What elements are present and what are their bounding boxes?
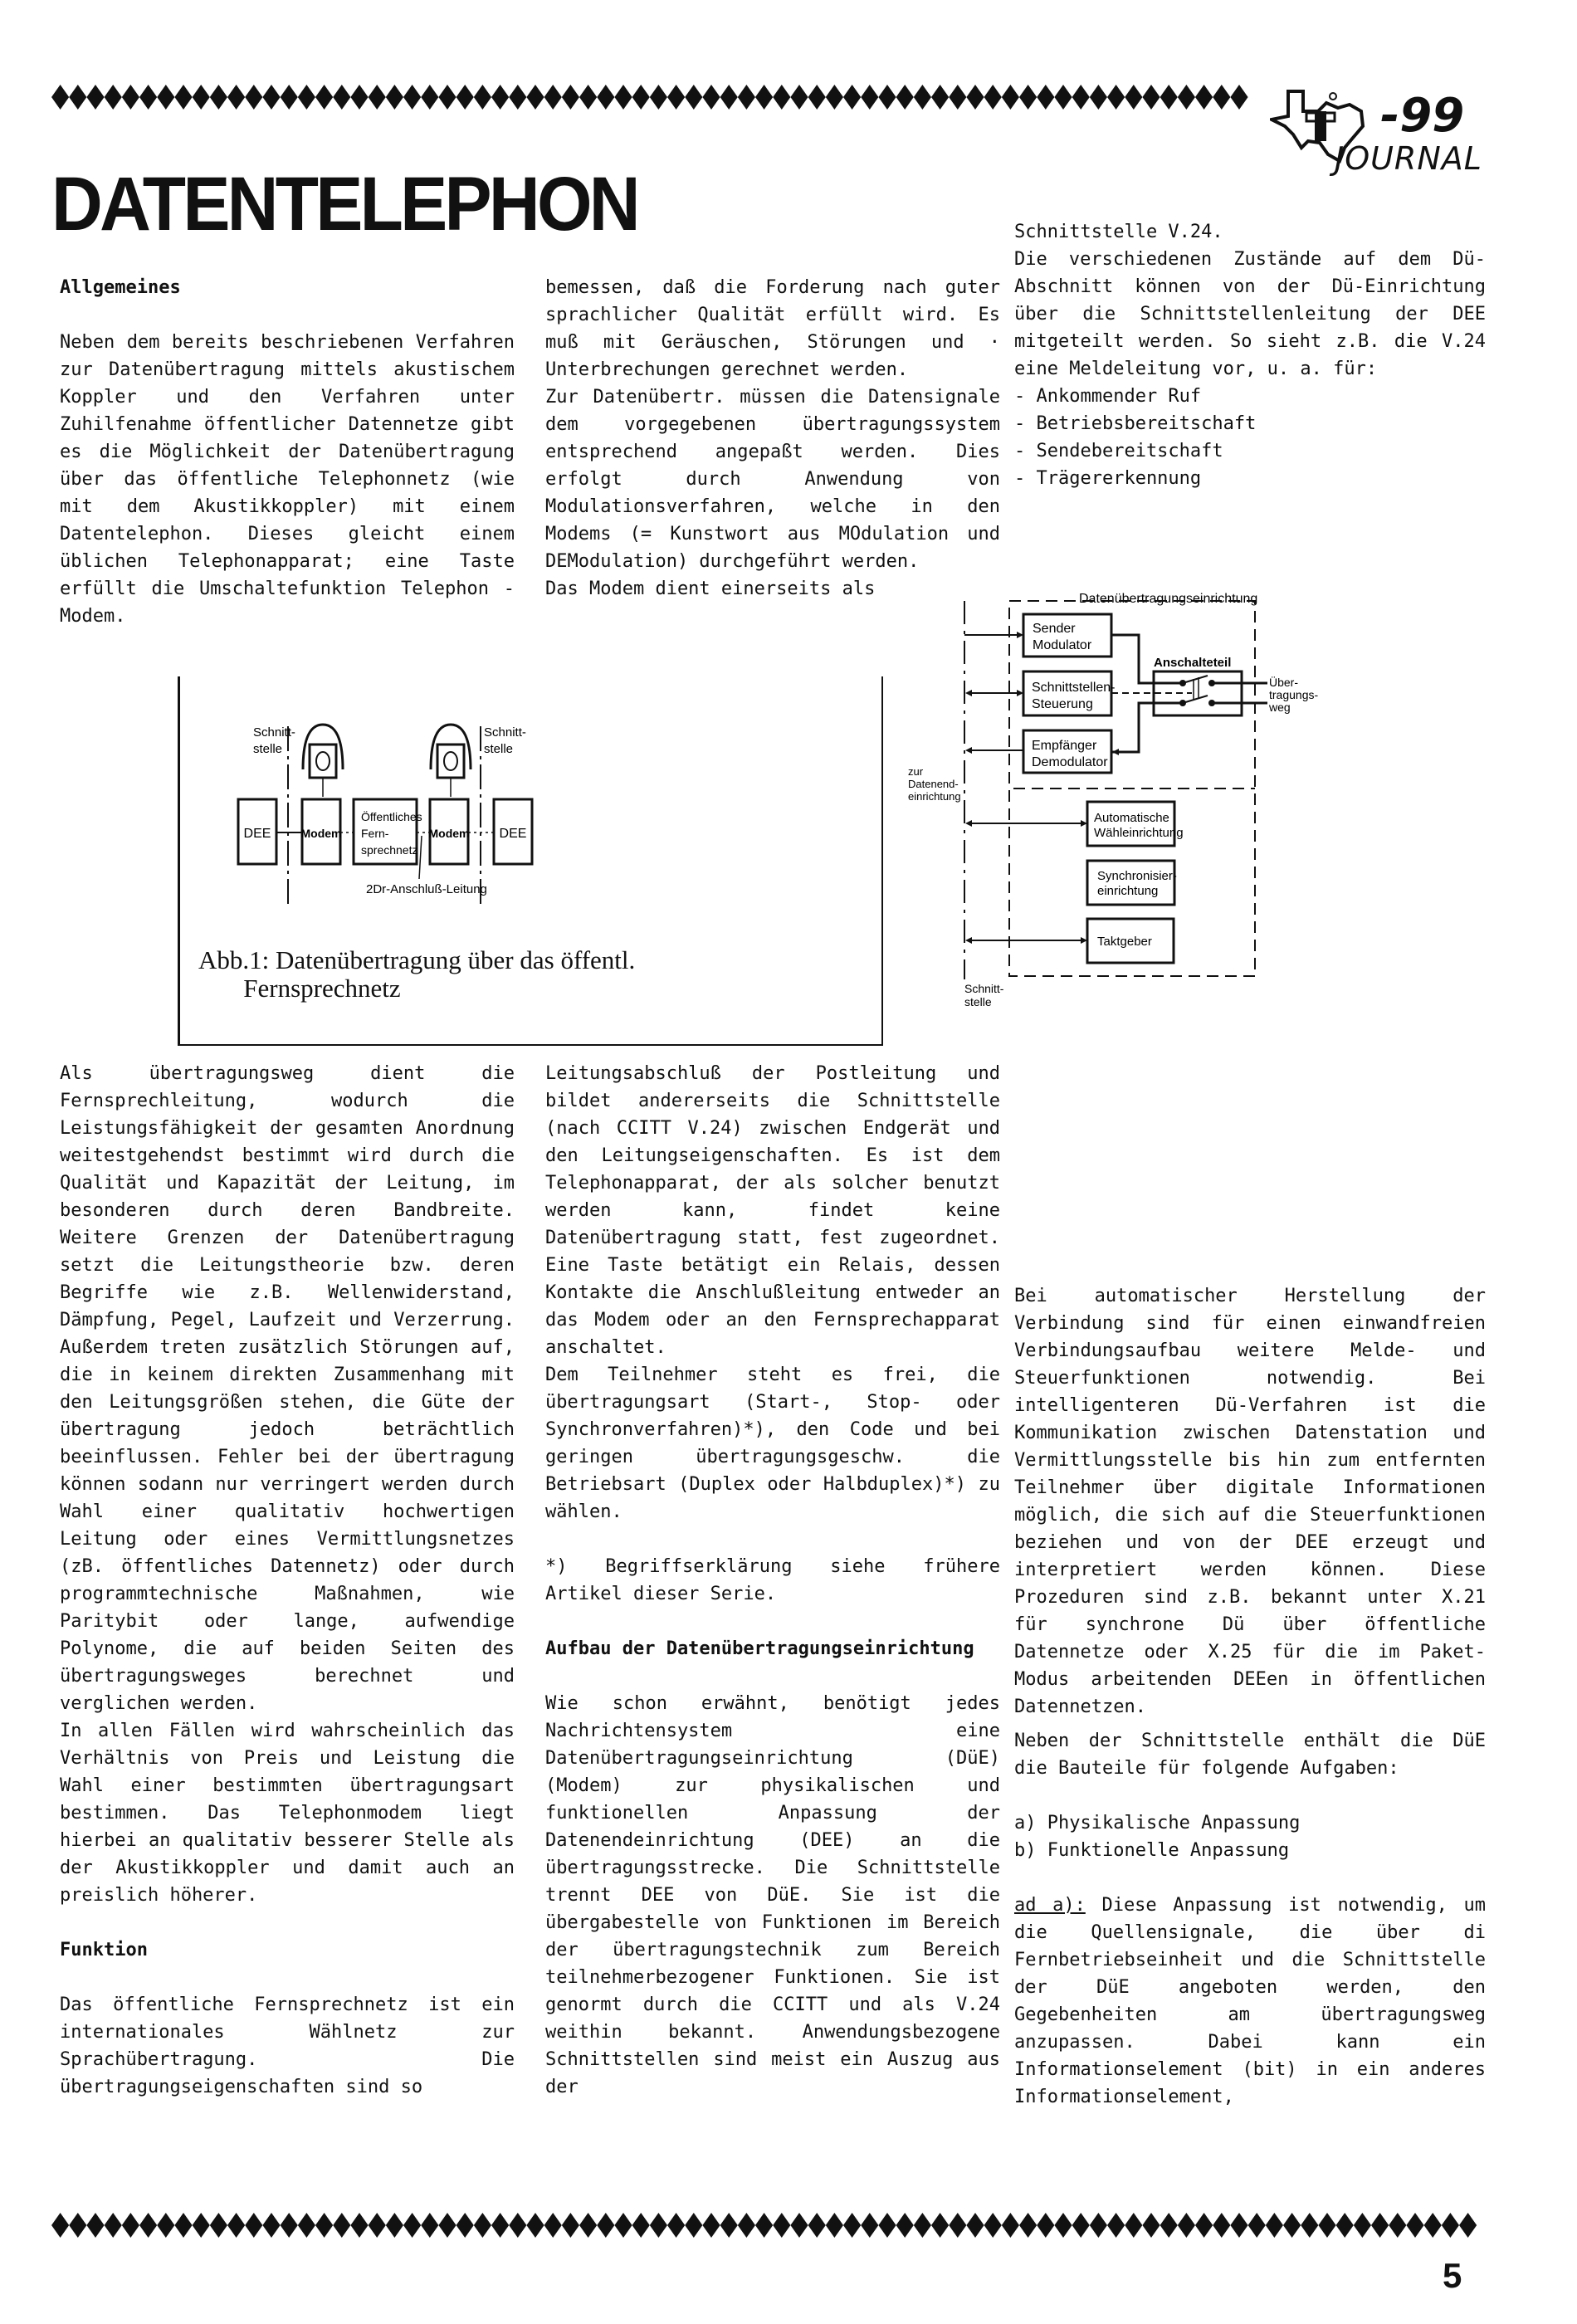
paragraph: Neben dem bereits beschriebenen Verfahren zur Datenübertragung mittels akustischem Koppler und den Verfahren unter Zuhilfenahme öffentlicher Datennetze gibt es die Möglichkeit der Datenübertragung über das öffentliche Telephonnetz (wie mit dem Akustikkoppler) mit einem Datentelephon. Dieses gleicht einem üblichen Telephonapparat; eine Taste erfüllt die Umschaltefunktion Telephon - Modem. (60, 332, 515, 627)
list-item: - Trägererkennung (1014, 468, 1202, 489)
sender-label-1: Sender (1033, 622, 1076, 636)
ad-a-label: ad a): (1014, 1895, 1086, 1916)
list-item: - Ankommender Ruf (1014, 386, 1202, 407)
paragraph: Leitungsabschluß der Postleitung und bildet andererseits die Schnittstelle (nach CCITT V.24) zwischen Endgerät und den Leitungseigenschaften. Es ist dem Telephonapparat, der als solcher benutzt werden kann, findet keine Datenübertragung statt, fest zugeordnet. Eine Taste betätigt ein Relais, dessen Kontakte die Anschlußleitung entweder an das Modem oder an den Fernsprechapparat anschaltet. (545, 1063, 1000, 1358)
page-title: DATENTELEPHON (51, 162, 637, 247)
column-1-bottom (60, 1060, 515, 2101)
waehl-label-1: Automatische (1094, 811, 1169, 825)
sync-label-2: einrichtung (1097, 884, 1159, 898)
paragraph: Dem Teilnehmer steht es frei, die übertragungsart (Start-, Stop- oder Synchronverfahren)*), den Code und bei geringen übertragungsgeschw. die Betriebsart (Duplex oder Halbduplex)*) zu wählen. (545, 1365, 1000, 1522)
network-label-1: Öffentliches (361, 810, 422, 823)
network-label-3: sprechnetz (361, 843, 418, 857)
steuerung-label-1: Schnittstellen- (1032, 681, 1116, 695)
telephone-icon-right (431, 725, 471, 797)
paragraph: In allen Fällen wird wahrscheinlich das Verhältnis von Preis und Leistung die Wahl einer bestimmten übertragungsart bestimmen. Das Telephonmodem liegt hierbei an qualitativ besserer Stelle als der Akustikkoppler und damit auch an preislich höherer. (60, 1721, 515, 1906)
zur-dee-label-3: einrichtung (908, 790, 961, 803)
zigzag-diamonds (51, 2213, 1477, 2238)
section-heading-allgemeines: Allgemeines (60, 277, 181, 298)
column-3-bottom (1014, 1282, 1486, 2111)
label-schnittstelle-left-1: Schnitt- (253, 725, 295, 740)
zur-dee-label-2: Datenend- (908, 778, 959, 790)
empfaenger-label-2: Demodulator (1032, 755, 1108, 769)
column-2-bottom (545, 1060, 1000, 2101)
list-item: - Betriebsbereitschaft (1014, 413, 1257, 434)
steuerung-label-2: Steuerung (1032, 697, 1093, 711)
empfaenger-label-1: Empfänger (1032, 739, 1097, 753)
section-heading-funktion: Funktion (60, 1940, 148, 1960)
caption-line-1: Abb.1: Datenübertragung über das öffentl. (198, 945, 636, 974)
paragraph: Schnittstelle V.24. (1014, 222, 1223, 242)
label-schnittstelle-right-1: Schnitt- (484, 725, 526, 740)
column-2-top (545, 274, 1000, 603)
label-schnittstelle-left-2: stelle (253, 742, 283, 756)
column-1-top (60, 274, 515, 630)
dee-label-right: DEE (499, 827, 527, 841)
logo-number: -99 (1380, 89, 1465, 143)
figure-1-caption (198, 946, 635, 1003)
anschalteteil-label: Anschalteteil (1154, 656, 1232, 670)
figure-1 (178, 676, 883, 1046)
schnittstelle-label-1: Schnitt- (964, 982, 1004, 995)
line-label: 2Dr-Anschluß-Leitung (366, 882, 487, 896)
caption-line-2: Fernsprechnetz (198, 974, 401, 1003)
list-item: - Sendebereitschaft (1014, 441, 1223, 461)
section-heading-aufbau: Aufbau der Datenübertragungseinrichtung (545, 1638, 974, 1659)
task-list (1014, 1809, 1486, 1864)
paragraph: Neben der Schnittstelle enthält die DüE die Bauteile für folgende Aufgaben: (1014, 1731, 1486, 1779)
paragraph (1014, 1892, 1486, 2111)
column-3-top (1014, 218, 1486, 492)
uebertragungsweg-label-3: weg (1269, 701, 1291, 714)
paragraph: Bei automatischer Herstellung der Verbindung sind für einen einwandfreien Verbindungsaufbau weitere Melde- und Steuerfunktionen notwendig. Bei intelligenteren Dü-Verfahren ist die Kommunikation zwischen Datenstation und Vermittlungsstelle bis hin zum entfernten Teilnehmer über digitale Informationen möglich, die sich auf die Steuerfunktionen beziehen und von der DEE erzeugt und interpretiert werden können. Diese Prozeduren sind z.B. bekannt unter X.21 für synchrone Dü über öffentliche Datennetze oder X.25 für die im Paket-Modus arbeitenden DEEen in öffentlichen Datennetzen. (1014, 1286, 1486, 1717)
dee-label-left: DEE (243, 827, 271, 841)
sync-label-1: Synchronisier- (1097, 869, 1177, 883)
paragraph: Das öffentliche Fernsprechnetz ist ein internationales Wählnetz zur Sprachübertragung. Die übertragungseigenschaften sind so (60, 1994, 515, 2097)
signal-list (1014, 383, 1486, 492)
modem-label-left: Modem (300, 827, 342, 840)
paragraph: bemessen, daß die Forderung nach guter sprachlicher Qualität erfüllt wird. Es muß mit Geräuschen, Störungen und · Unterbrechungen gerechnet werden. (545, 277, 1000, 380)
paragraph: Zur Datenübertr. müssen die Datensignale dem vorgegebenen übertragungssystem entsprechend angepaßt werden. Dies erfolgt durch Anwendung von Modulationsverfahren, welche in den Modems (= Kunstwort aus MOdulation und DEModulation) durchgeführt werden. (545, 387, 1000, 572)
paragraph: Als übertragungsweg dient die Fernsprechleitung, wodurch die Leistungsfähigkeit der gesamten Anordnung weitestgehendst bestimmt wird durch die Qualität und Kapazität der Leitung, im besonderen durch deren Bandbreite. Weitere Grenzen der Datenübertragung setzt die Leitungstheorie bzw. deren Begriffe wie z.B. Wellenwiderstand, Dämpfung, Pegel, Laufzeit und Verzerrung. Außerdem treten zusätzlich Störungen auf, die in keinem direkten Zusammenhang mit den Leitungsgrößen stehen, die Güte der übertragung jedoch beträchtlich beeinflussen. Fehler bei der übertragung können sodann nur verringert werden durch Wahl einer qualitativ hochwertigen Leitung oder eines Vermittlungsnetzes (zB. öffentliches Datennetz) oder durch programmtechnische Maßnahmen, wie Paritybit oder lange, aufwendige Polynome, die auf beiden Seiten des übertragungsweges berechnet und verglichen werden. (60, 1063, 515, 1714)
list-item: b) Funktionelle Anpassung (1014, 1840, 1290, 1861)
paragraph: Das Modem dient einerseits als (545, 579, 876, 599)
paragraph: Die verschiedenen Zustände auf dem Dü-Abschnitt können von der Dü-Einrichtung über die Schnittstellenleitung der DEE mitgeteilt werden. So sieht z.B. die V.24 eine Meldeleitung vor, u. a. für: (1014, 249, 1486, 379)
footnote: *) Begriffserklärung siehe frühere Artikel dieser Serie. (545, 1556, 1000, 1604)
network-label-2: Fern- (361, 827, 389, 840)
bottom-zigzag-border (51, 2211, 1484, 2239)
top-zigzag-border (51, 83, 1263, 111)
schnittstelle-label-2: stelle (964, 995, 992, 1008)
zigzag-diamonds (51, 85, 1248, 110)
zur-dee-label-1: zur (908, 765, 924, 778)
due-title: Datenübertragungseinrichtung (1079, 592, 1258, 606)
label-schnittstelle-right-2: stelle (484, 742, 514, 756)
paragraph-text: Diese Anpassung ist notwendig, um die Quellensignale, die über di Fernbetriebseinheit und die Schnittstelle der DüE angeboten werden, den Gegebenheiten am übertragungsweg anzupassen. Dabei kann ein Informationselement (bit) in ein anderes Informationselement, (1014, 1895, 1486, 2107)
logo-word: JOURNAL (1335, 140, 1482, 177)
uebertragungsweg-label-1: Über- (1269, 676, 1299, 689)
modem-label-right: Modem (428, 827, 470, 840)
list-item: a) Physikalische Anpassung (1014, 1813, 1301, 1833)
takt-label: Taktgeber (1097, 935, 1152, 949)
waehl-label-2: Wähleinrichtung (1094, 826, 1184, 840)
paragraph: Wie schon erwähnt, benötigt jedes Nachrichtensystem eine Datenübertragungseinrichtung (DüE) (Modem) zur physikalischen und funktionellen Anpassung der Datenendeinrichtung (DEE) an die übertragungsstrecke. Die Schnittstelle trennt DEE von DüE. Sie ist die übergabestelle von Funktionen im Bereich der übertragungstechnik zum Bereich teilnehmerbezogener Funktionen. Sie ist genormt durch die CCITT und als V.24 weithin bekannt. Anwendungsbezogene Schnittstellen sind meist ein Auszug aus der (545, 1693, 1000, 2097)
telephone-icon-left (303, 725, 343, 797)
page-number: 5 (1443, 2256, 1462, 2295)
sender-label-2: Modulator (1033, 638, 1092, 652)
uebertragungsweg-label-2: tragungs- (1269, 688, 1319, 701)
